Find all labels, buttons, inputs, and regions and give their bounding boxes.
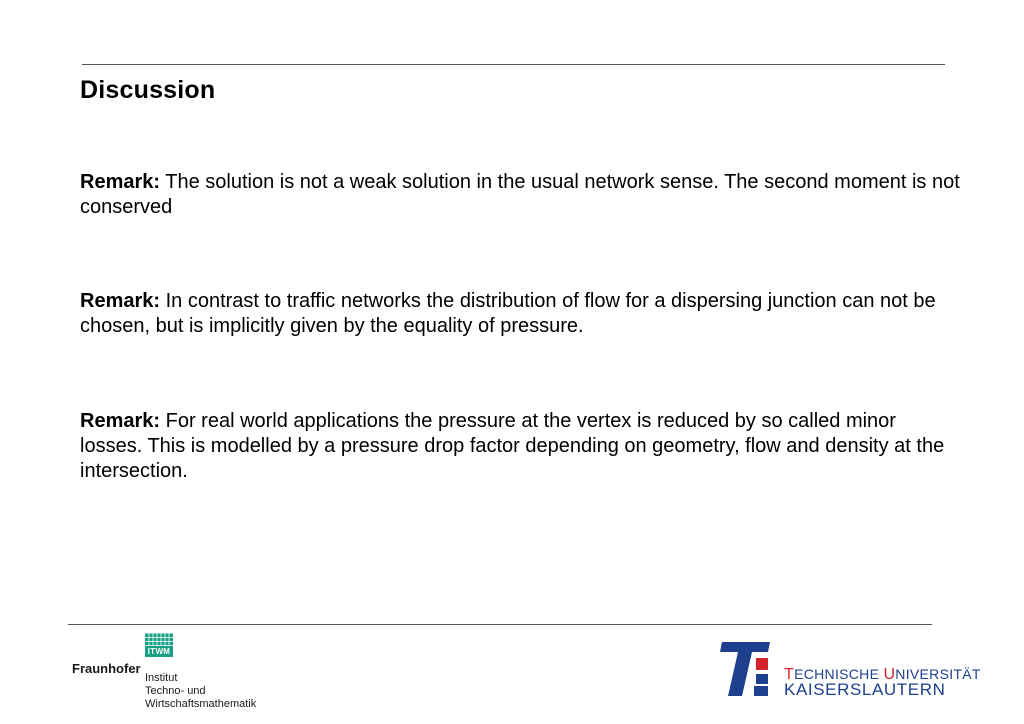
- tu-word-universitat: NIVERSITÄT: [895, 666, 981, 682]
- itwm-badge: ITWM: [145, 646, 173, 657]
- institute-line-3: Wirtschaftsmathematik: [145, 698, 257, 710]
- remark-paragraph-3: [80, 409, 960, 484]
- header-divider: [82, 64, 945, 65]
- institute-line-1: Institut: [145, 672, 178, 684]
- remark-paragraph-2: [80, 289, 960, 339]
- fraunhofer-name: Fraunhofer: [72, 661, 141, 676]
- remark-text: The solution is not a weak solution in the usual network sense. The second moment is not conserved: [80, 171, 960, 218]
- remark-paragraph-1: [80, 170, 960, 220]
- remark-text: For real world applications the pressure at the vertex is reduced by so called minor losses. This is modelled by a pressure drop factor depending on geometry, flow and density at the intersection.: [80, 410, 945, 482]
- remark-label: Remark:: [80, 171, 161, 193]
- remark-label: Remark:: [80, 410, 161, 432]
- tu-word-technische: ECHNISCHE: [794, 666, 880, 682]
- tu-cap-t: T: [784, 666, 795, 683]
- remark-label: Remark:: [80, 290, 161, 312]
- tu-name-line-2: KAISERSLAUTERN: [784, 680, 946, 699]
- institute-line-2: Techno- und: [145, 685, 206, 697]
- footer-divider: [68, 624, 932, 625]
- tu-logo-icon: [716, 640, 774, 698]
- page-title: Discussion: [80, 76, 216, 104]
- tu-cap-u: U: [883, 666, 896, 683]
- remark-text: In contrast to traffic networks the distribution of flow for a dispersing junction can not be chosen, but is implicitly given by the equality of pressure.: [80, 290, 936, 337]
